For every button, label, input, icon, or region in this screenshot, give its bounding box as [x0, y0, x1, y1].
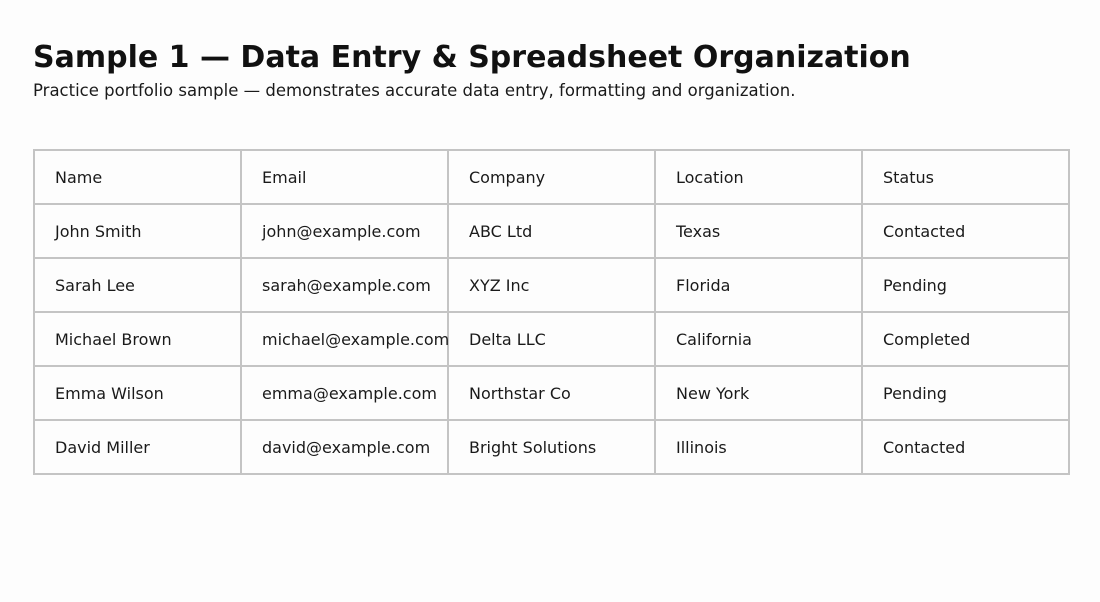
table-row — [34, 366, 1069, 420]
table-header-row — [34, 150, 1069, 204]
cell-location: New York — [655, 366, 862, 420]
cell-company: Bright Solutions — [448, 420, 655, 474]
cell-name: Michael Brown — [34, 312, 241, 366]
cell-location: Illinois — [655, 420, 862, 474]
page-title: Sample 1 — Data Entry & Spreadsheet Organization — [33, 40, 911, 75]
page-subtitle: Practice portfolio sample — demonstrates accurate data entry, formatting and organization. — [33, 81, 796, 100]
cell-location: Florida — [655, 258, 862, 312]
cell-name: Emma Wilson — [34, 366, 241, 420]
cell-location: California — [655, 312, 862, 366]
cell-email: emma@example.com — [241, 366, 448, 420]
data-table — [33, 149, 1070, 475]
cell-email: michael@example.com — [241, 312, 448, 366]
cell-status: Contacted — [862, 204, 1069, 258]
table-row — [34, 312, 1069, 366]
table-row — [34, 258, 1069, 312]
cell-email: david@example.com — [241, 420, 448, 474]
table-row — [34, 420, 1069, 474]
cell-email: sarah@example.com — [241, 258, 448, 312]
cell-company: ABC Ltd — [448, 204, 655, 258]
cell-email: john@example.com — [241, 204, 448, 258]
header-cell-email: Email — [241, 150, 448, 204]
header-cell-location: Location — [655, 150, 862, 204]
cell-company: Northstar Co — [448, 366, 655, 420]
cell-status: Pending — [862, 366, 1069, 420]
cell-location: Texas — [655, 204, 862, 258]
cell-status: Contacted — [862, 420, 1069, 474]
cell-company: Delta LLC — [448, 312, 655, 366]
cell-name: Sarah Lee — [34, 258, 241, 312]
cell-status: Completed — [862, 312, 1069, 366]
header-cell-name: Name — [34, 150, 241, 204]
cell-name: John Smith — [34, 204, 241, 258]
table-row — [34, 204, 1069, 258]
header-cell-company: Company — [448, 150, 655, 204]
cell-status: Pending — [862, 258, 1069, 312]
cell-name: David Miller — [34, 420, 241, 474]
header-cell-status: Status — [862, 150, 1069, 204]
cell-company: XYZ Inc — [448, 258, 655, 312]
